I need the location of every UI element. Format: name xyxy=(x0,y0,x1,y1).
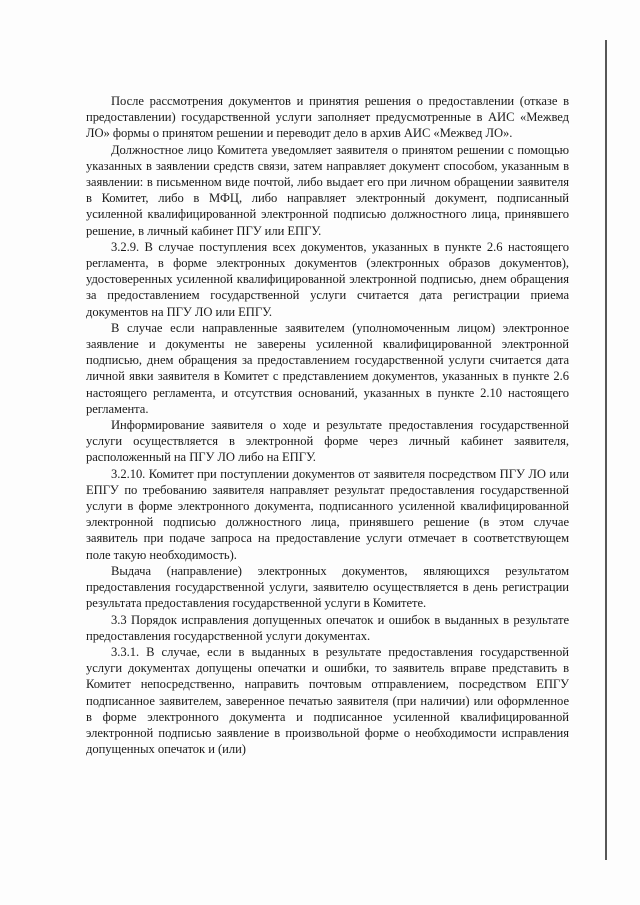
paragraph-3-3-1: 3.3.1. В случае, если в выданных в результате предоставления государственной услуги документах допущены опечатки и ошибки, то заявитель вправе представить в Комитет непосредственно, направить почтовым отправлением, посредством ЕПГУ подписанное заявителем, заверенное печатью заявителя (при наличии) или оформленное в форме электронного документа и подписанное усиленной квалифицированной электронной подписью заявление в произвольной форме о необходимости исправления допущенных опечаток и (или) xyxy=(86,644,569,757)
scan-edge-line xyxy=(605,40,607,860)
paragraph-3-2-9: 3.2.9. В случае поступления всех документов, указанных в пункте 2.6 настоящего регламента, в форме электронных документов (электронных образов документов), удостоверенных усиленной квалифицированной электронной подписью, днем обращения за предоставлением государственной услуги считается дата регистрации приема документов на ПГУ ЛО или ЕПГУ. xyxy=(86,239,569,319)
paragraph-unsigned-documents: В случае если направленные заявителем (уполномоченным лицом) электронное заявление и документы не заверены усиленной квалифицированной электронной подписью, днем обращения за предоставлением государственной услуги считается дата личной явки заявителя в Комитет с представлением документов, указанных в пункте 2.6 настоящего регламента, и отсутствия оснований, указанных в пункте 2.10 настоящего регламента. xyxy=(86,320,569,416)
document-body xyxy=(86,93,569,757)
paragraph-notify-applicant: Должностное лицо Комитета уведомляет заявителя о принятом решении с помощью указанных в заявлении средств связи, затем направляет документ способом, указанным в заявлении: в письменном виде почтой, либо выдает его при личном обращении заявителя в Комитет, либо в МФЦ, либо направляет электронный документ, подписанный усиленной квалифицированной электронной подписью должностного лица, принявшего решение, в личный кабинет ПГУ или ЕПГУ. xyxy=(86,142,569,238)
paragraph-issuance: Выдача (направление) электронных документов, являющихся результатом предоставления государственной услуги, заявителю осуществляется в день регистрации результата предоставления государственной услуги в Комитете. xyxy=(86,563,569,611)
paragraph-archive-decision: После рассмотрения документов и принятия решения о предоставлении (отказе в предоставлении) государственной услуги заполняет предусмотренные в АИС «Межвед ЛО» формы о принятом решении и переводит дело в архив АИС «Межвед ЛО». xyxy=(86,94,569,141)
section-heading-3-3: 3.3 Порядок исправления допущенных опечаток и ошибок в выданных в результате предоставления государственной услуги документах. xyxy=(86,612,569,643)
paragraph-3-2-10: 3.2.10. Комитет при поступлении документов от заявителя посредством ПГУ ЛО или ЕПГУ по требованию заявителя направляет результат предоставления государственной услуги в форме электронного документа, подписанного усиленной квалифицированной электронной подписью должностного лица, принявшего решение (в этом случае заявитель при подаче запроса на предоставление услуги отмечает в соответствующем поле такую необходимость). xyxy=(86,466,569,562)
paragraph-informing: Информирование заявителя о ходе и результате предоставления государственной услуги осуществляется в электронной форме через личный кабинет заявителя, расположенный на ПГУ ЛО либо на ЕПГУ. xyxy=(86,418,569,465)
